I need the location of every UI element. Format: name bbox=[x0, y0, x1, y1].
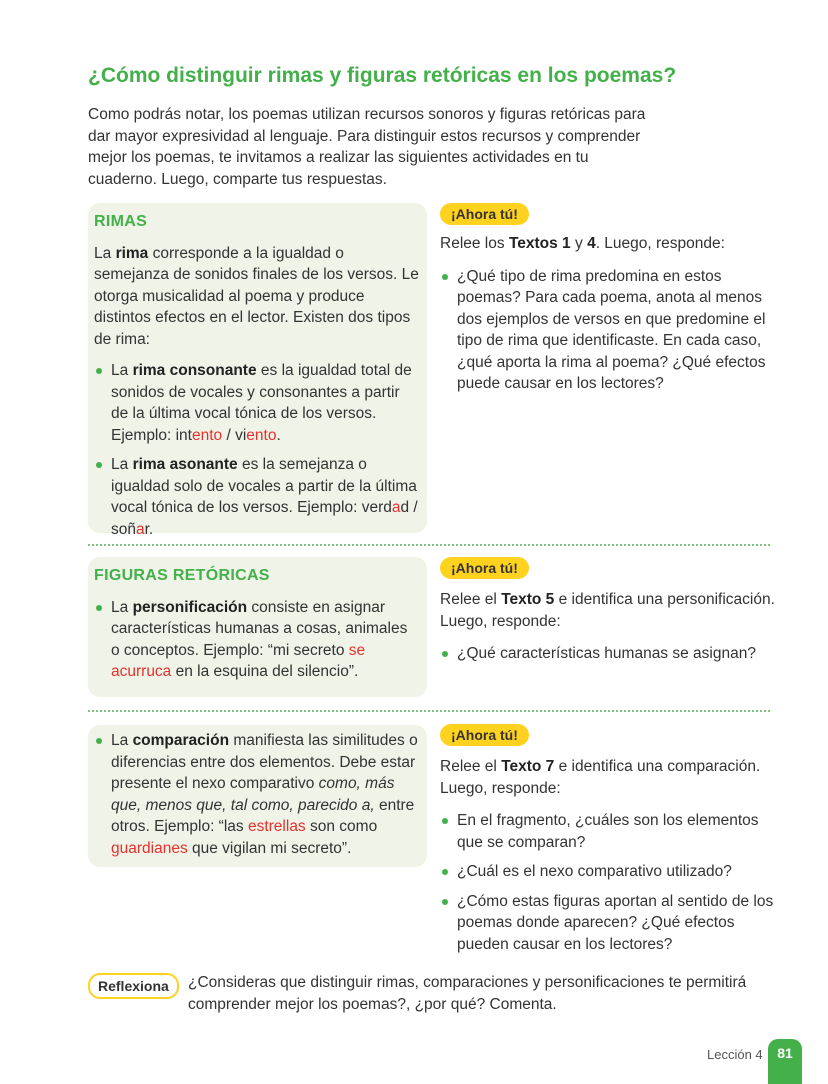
text-segment: r. bbox=[144, 520, 154, 538]
intro-paragraph: Como podrás notar, los poemas utilizan recursos sonoros y figuras retóricas para dar mayor expresividad al lenguaje. Para distinguir estos recursos y comprender mejor los poemas, te invitamos a realizar las siguientes actividades en tu cuaderno. Luego, comparte tus respuestas. bbox=[88, 106, 646, 188]
list-item bbox=[94, 730, 419, 859]
text-segment: Relee el bbox=[440, 758, 502, 775]
section-divider bbox=[88, 710, 770, 712]
reflexiona-badge: Reflexiona bbox=[88, 973, 179, 999]
activity-instruction bbox=[440, 756, 775, 799]
text-segment: En el fragmento, ¿cuáles son los elementos que se comparan? bbox=[457, 812, 759, 851]
text-segment: que vigilan mi secreto”. bbox=[187, 839, 352, 857]
bold-term: rima asonante bbox=[132, 456, 238, 473]
bold-term: rima consonante bbox=[132, 362, 257, 379]
figuras-box bbox=[88, 557, 427, 697]
highlighted-text: ento bbox=[246, 426, 277, 444]
text-segment: Relee el bbox=[440, 591, 502, 608]
bold-term: 4 bbox=[587, 235, 596, 252]
activity-questions bbox=[440, 266, 775, 395]
text-segment: entre otros. Ejemplo: “las bbox=[111, 796, 415, 835]
list-item bbox=[440, 891, 775, 956]
text-segment: e identifica una personificación. Luego, responde: bbox=[440, 591, 775, 630]
comparacion-box bbox=[88, 725, 427, 867]
list-item bbox=[440, 861, 775, 883]
list-item bbox=[440, 266, 775, 395]
ahora-tu-badge: ¡Ahora tú! bbox=[440, 203, 529, 225]
bold-term: Texto 7 bbox=[501, 758, 555, 775]
text-segment: d / soñ bbox=[111, 499, 418, 538]
text-segment: son como bbox=[305, 818, 378, 835]
text-segment: La bbox=[111, 598, 133, 616]
highlighted-text: guardianes bbox=[111, 839, 188, 857]
list-item bbox=[440, 810, 775, 853]
text-segment: y bbox=[570, 235, 588, 252]
highlighted-text: ento bbox=[191, 426, 223, 444]
text-segment: La bbox=[111, 456, 133, 473]
ahora-tu-badge: ¡Ahora tú! bbox=[440, 724, 529, 746]
activity-3 bbox=[440, 756, 775, 963]
highlighted-text: estrellas bbox=[247, 818, 306, 835]
rimas-definition bbox=[94, 243, 419, 351]
bold-term: Textos 1 bbox=[508, 235, 571, 252]
activity-1 bbox=[440, 233, 775, 403]
page-number: 81 bbox=[768, 1039, 802, 1084]
figuras-list bbox=[94, 597, 419, 683]
ahora-tu-badge: ¡Ahora tú! bbox=[440, 557, 529, 579]
list-item bbox=[94, 360, 419, 446]
text-segment: La bbox=[111, 732, 133, 749]
comparacion-list bbox=[94, 730, 419, 859]
text-segment: es la semejanza o igualdad solo de vocales a partir de la última vocal tónica de los versos. Ejemplo: verd bbox=[111, 456, 417, 516]
activity-2 bbox=[440, 589, 775, 673]
rimas-heading: RIMAS bbox=[94, 213, 148, 230]
text-segment: ¿Cuál es el nexo comparativo utilizado? bbox=[457, 863, 732, 880]
list-item bbox=[440, 643, 775, 665]
text-segment: ¿Cómo estas figuras aportan al sentido de los poemas donde aparecen? ¿Qué efectos pueden causar en los lectores? bbox=[457, 892, 774, 953]
text-segment: es la igualdad total de sonidos de vocales y consonantes a partir de la última vocal tónica de los versos. Ejemplo: int bbox=[111, 362, 412, 444]
lesson-label: Lección 4 bbox=[707, 1047, 763, 1062]
section-divider bbox=[88, 544, 770, 546]
text-segment: / vi bbox=[222, 426, 247, 444]
text-segment: La bbox=[111, 362, 133, 379]
bold-term: personificación bbox=[132, 598, 248, 616]
text-segment: corresponde a la igualdad o semejanza de sonidos finales de los versos. Le otorga musicalidad al poema y produce distintos efectos en el lector. Existen dos tipos de rima: bbox=[94, 244, 419, 348]
text-segment: manifiesta las similitudes o diferencias entre dos elementos. Debe estar presente el nexo comparativo bbox=[111, 732, 418, 792]
text-segment: . bbox=[276, 426, 281, 444]
bold-term: Texto 5 bbox=[501, 591, 555, 608]
text-segment: Relee los bbox=[440, 235, 509, 252]
bold-term: comparación bbox=[132, 732, 230, 749]
highlighted-text: a bbox=[136, 520, 145, 538]
highlighted-text: se acurruca bbox=[111, 641, 366, 680]
list-item bbox=[94, 597, 419, 683]
rimas-list bbox=[94, 360, 419, 540]
activity-instruction bbox=[440, 233, 775, 255]
activity-instruction bbox=[440, 589, 775, 632]
list-item bbox=[94, 454, 419, 540]
text-segment: La bbox=[94, 244, 116, 262]
activity-questions bbox=[440, 810, 775, 955]
rimas-box bbox=[88, 203, 427, 538]
text-segment: en la esquina del silencio”. bbox=[171, 663, 359, 680]
text-segment: e identifica una comparación. Luego, responde: bbox=[440, 758, 761, 797]
reflexiona-text: ¿Consideras que distinguir rimas, comparaciones y personificaciones te permitirá comprender mejor los poemas?, ¿por qué? Comenta. bbox=[188, 974, 747, 1013]
text-segment: consiste en asignar características humanas a cosas, animales o conceptos. Ejemplo: “mi secreto bbox=[111, 598, 408, 659]
bold-term: rima bbox=[115, 244, 149, 262]
text-segment: ¿Qué tipo de rima predomina en estos poemas? Para cada poema, anota al menos dos ejemplos de versos en que predomine el tipo de rima que identificaste. En cada caso, ¿qué aporta la rima al poema? ¿Qué efectos puede causar en los lectores? bbox=[457, 267, 766, 392]
italic-text: como, más que, menos que, tal como, parecido a, bbox=[111, 775, 395, 814]
figuras-heading: FIGURAS RETÓRICAS bbox=[94, 567, 270, 584]
page-title: ¿Cómo distinguir rimas y figuras retóricas en los poemas? bbox=[88, 64, 677, 87]
text-segment: . Luego, responde: bbox=[595, 235, 725, 252]
activity-questions bbox=[440, 643, 775, 665]
text-segment: ¿Qué características humanas se asignan? bbox=[457, 645, 756, 662]
highlighted-text: a bbox=[391, 499, 401, 516]
